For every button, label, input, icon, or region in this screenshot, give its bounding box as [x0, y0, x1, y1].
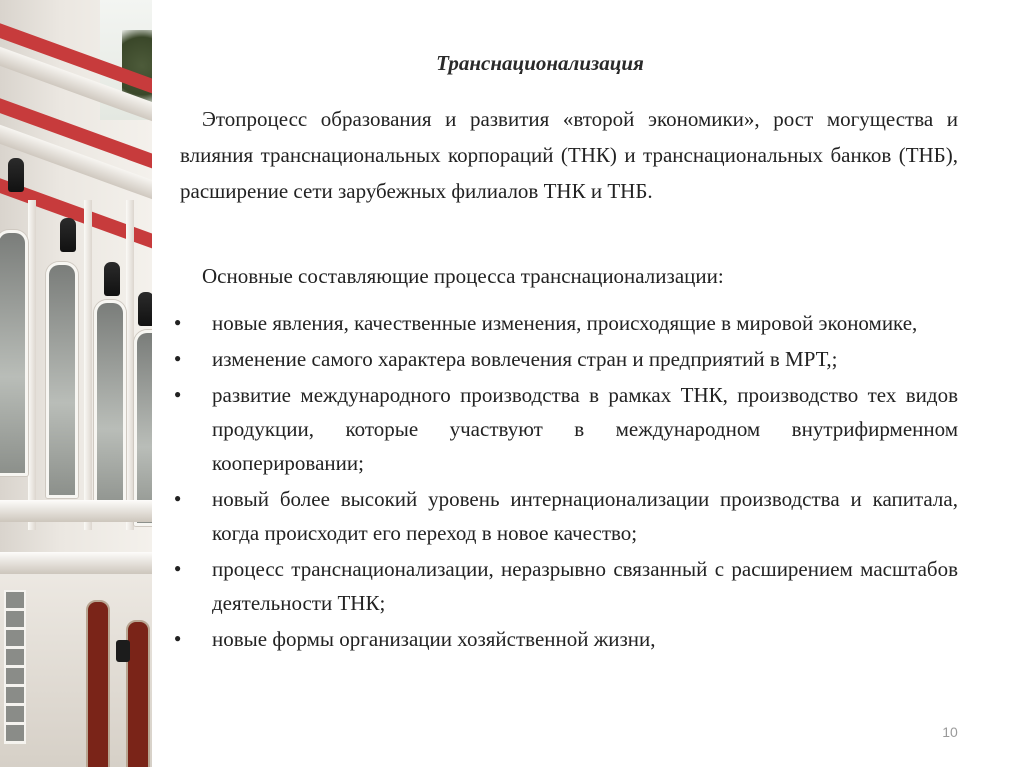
- statue-figure: [138, 292, 152, 326]
- ground-window: [4, 590, 26, 744]
- facade-ledge: [0, 500, 152, 522]
- arched-window: [94, 300, 126, 516]
- list-item-text: новые формы организации хозяйственной жизни,: [212, 627, 656, 651]
- list-item: [166, 306, 958, 340]
- arched-window: [134, 330, 152, 526]
- components-list: [166, 306, 958, 658]
- list-item: [166, 552, 958, 620]
- facade-pilaster: [126, 200, 134, 530]
- page-number: 10: [942, 724, 958, 740]
- statue-figure: [8, 158, 24, 192]
- bullet-icon: ●: [174, 387, 182, 401]
- list-item: [166, 622, 958, 656]
- slide-title: Транснационализация: [436, 51, 644, 75]
- list-item: [166, 482, 958, 550]
- arched-window: [46, 262, 78, 498]
- list-item: [166, 378, 958, 480]
- facade-ledge: [0, 552, 152, 574]
- list-item: [166, 342, 958, 376]
- bullet-icon: ●: [174, 315, 182, 329]
- bullet-icon: ●: [174, 561, 182, 575]
- arched-window: [0, 230, 28, 476]
- components-heading: Основные составляющие процесса транснационализации:: [202, 264, 724, 288]
- list-item-text: новый более высокий уровень интернационализации производства и капитала, когда происходит его переход в новое качество;: [212, 487, 958, 545]
- list-item-text: процесс транснационализации, неразрывно связанный с расширением масштабов деятельности ТНК;: [212, 557, 958, 615]
- definition-paragraph: Этопроцесс образования и развития «второй экономики», рост могущества и влияния транснациональных корпораций (ТНК) и транснациональных банков (ТНБ), расширение сети зарубежных филиалов ТНК и ТНБ.: [180, 107, 958, 203]
- list-item-text: изменение самого характера вовлечения стран и предприятий в МРТ,;: [212, 347, 838, 371]
- street-lamp: [116, 640, 130, 662]
- facade-door: [86, 600, 110, 767]
- facade-pilaster: [28, 200, 36, 530]
- bullet-icon: ●: [174, 631, 182, 645]
- statue-figure: [60, 218, 76, 252]
- list-item-text: новые явления, качественные изменения, происходящие в мировой экономике,: [212, 311, 918, 335]
- list-item-text: развитие международного производства в рамках ТНК, производство тех видов продукции, которые участвуют в международном внутрифирменном кооперировании;: [212, 383, 958, 475]
- bullet-icon: ●: [174, 491, 182, 505]
- building-photo: [0, 0, 152, 767]
- facade-pilaster: [84, 200, 92, 530]
- statue-figure: [104, 262, 120, 296]
- bullet-icon: ●: [174, 351, 182, 365]
